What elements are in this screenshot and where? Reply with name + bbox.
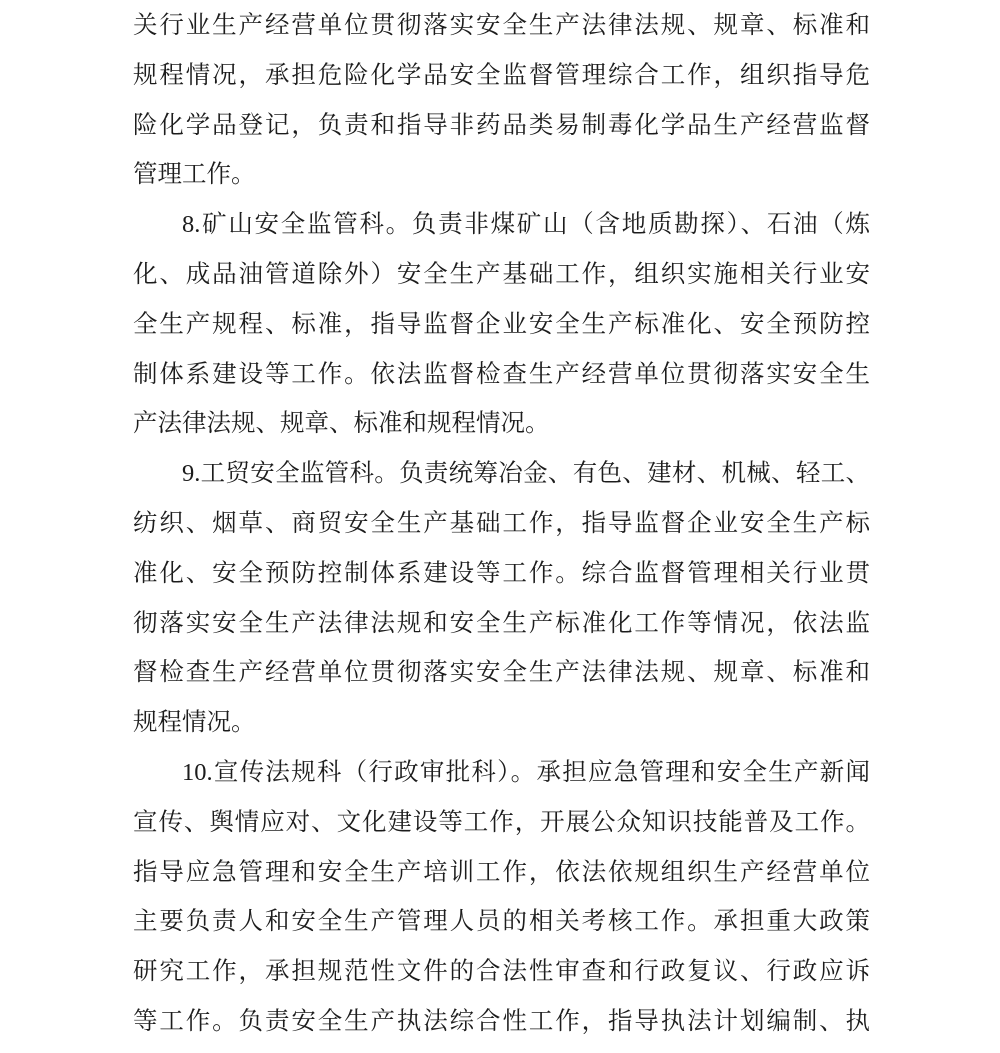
- paragraph-continuation-hazchem-line-1: 关行业生产经营单位贯彻落实安全生产法律法规、规章、标准和: [133, 12, 870, 39]
- paragraph-continuation-hazchem-line-3: 险化学品登记，负责和指导非药品类易制毒化学品生产经营监督: [133, 111, 870, 139]
- paragraph-10-publicity-legal-section-line-3: 指导应急管理和安全生产培训工作，依法依规组织生产经营单位: [133, 858, 870, 886]
- paragraph-8-mine-safety-section-line-5: 产法律法规、规章、标准和规程情况。: [133, 410, 550, 438]
- paragraph-9-industry-trade-safety-section-line-1: 9.工贸安全监管科。负责统筹冶金、有色、建材、机械、轻工、: [182, 460, 870, 488]
- paragraph-9-industry-trade-safety-section-line-5: 督检查生产经营单位贯彻落实安全生产法律法规、规章、标准和: [133, 659, 870, 687]
- document-text-block: [133, 1, 870, 1047]
- paragraph-8-mine-safety-section-line-1: 8.矿山安全监管科。负责非煤矿山（含地质勘探）、石油（炼: [182, 211, 870, 239]
- paragraph-continuation-hazchem-line-2: 规程情况，承担危险化学品安全监督管理综合工作，组织指导危: [133, 61, 870, 89]
- paragraph-10-publicity-legal-section-line-2: 宣传、舆情应对、文化建设等工作，开展公众知识技能普及工作。: [133, 808, 870, 836]
- paragraph-9-industry-trade-safety-section-line-6: 规程情况。: [133, 709, 256, 737]
- paragraph-9-industry-trade-safety-section-line-4: 彻落实安全生产法律法规和安全生产标准化工作等情况，依法监: [133, 609, 870, 637]
- paragraph-9-industry-trade-safety-section-line-2: 纺织、烟草、商贸安全生产基础工作，指导监督企业安全生产标: [133, 509, 870, 537]
- paragraph-10-publicity-legal-section-line-5: 研究工作，承担规范性文件的合法性审查和行政复议、行政应诉: [133, 958, 870, 986]
- paragraph-8-mine-safety-section-line-4: 制体系建设等工作。依法监督检查生产经营单位贯彻落实安全生: [133, 360, 870, 388]
- paragraph-10-publicity-legal-section-line-1: 10.宣传法规科（行政审批科）。承担应急管理和安全生产新闻: [182, 758, 870, 786]
- paragraph-9-industry-trade-safety-section-line-3: 准化、安全预防控制体系建设等工作。综合监督管理相关行业贯: [133, 559, 870, 587]
- paragraph-8-mine-safety-section-line-3: 全生产规程、标准，指导监督企业安全生产标准化、安全预防控: [133, 310, 870, 338]
- paragraph-10-publicity-legal-section-line-6: 等工作。负责安全生产执法综合性工作，指导执法计划编制、执: [133, 1007, 870, 1035]
- paragraph-continuation-hazchem-line-4: 管理工作。: [133, 161, 256, 189]
- paragraph-8-mine-safety-section-line-2: 化、成品油管道除外）安全生产基础工作，组织实施相关行业安: [133, 260, 870, 288]
- paragraph-10-publicity-legal-section-line-4: 主要负责人和安全生产管理人员的相关考核工作。承担重大政策: [133, 908, 870, 936]
